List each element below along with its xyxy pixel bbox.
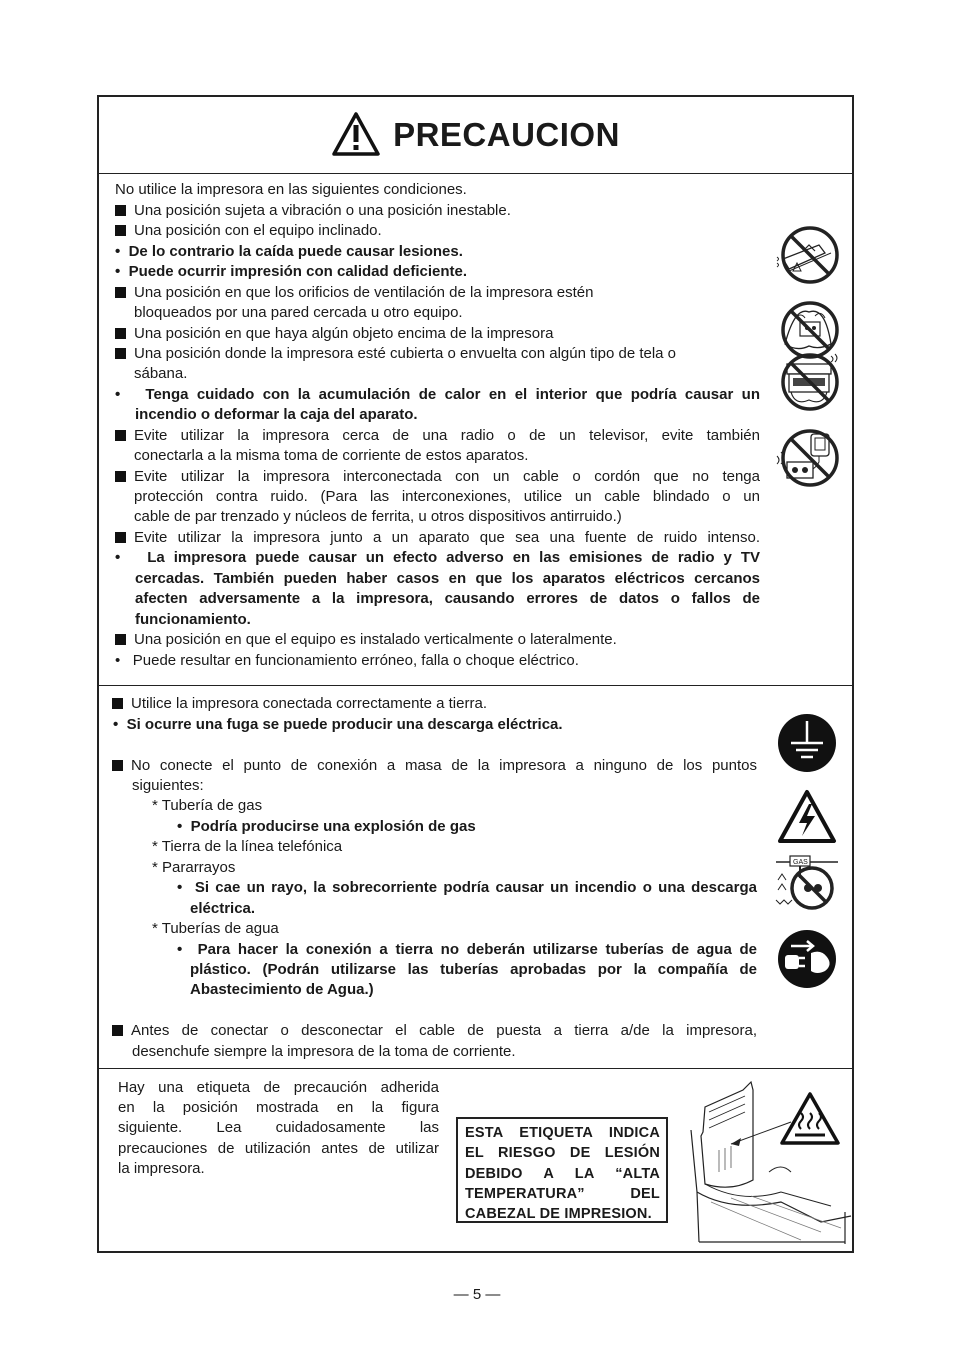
list-item: No conecte el punto de conexión a masa de la impresora a ninguno de los puntos bbox=[112, 756, 757, 776]
bullet-square-icon bbox=[115, 287, 126, 298]
bullet-square-icon bbox=[115, 205, 126, 216]
list-item: Una posición en que haya algún objeto encima de la impresora bbox=[115, 324, 553, 344]
callout-line: ESTA ETIQUETA INDICA bbox=[465, 1125, 660, 1141]
page-title: PRECAUCION bbox=[393, 116, 620, 153]
bullet-square-icon bbox=[112, 1025, 123, 1036]
list-item: Evite utilizar la impresora interconectada con un cable o cordón que no tenga bbox=[115, 467, 760, 487]
callout-line: DEBIDO A LA “ALTA bbox=[465, 1165, 660, 1182]
list-item: Antes de conectar o desconectar el cable de puesta a tierra a/de la impresora, bbox=[112, 1021, 757, 1041]
bullet-square-icon bbox=[112, 698, 123, 709]
note-item-continued: incendio o deformar la caja del aparato. bbox=[135, 406, 418, 423]
note-item: • Puede resultar en funcionamiento erróneo, falla o choque eléctrico. bbox=[115, 652, 579, 669]
bullet-square-icon bbox=[115, 532, 126, 543]
note-item: • Puede ocurrir impresión con calidad deficiente. bbox=[115, 263, 468, 280]
note-item-continued: funcionamiento. bbox=[135, 611, 251, 628]
list-item: Una posición con el equipo inclinado. bbox=[115, 221, 382, 241]
note-item: • La impresora puede causar un efecto adverso en las emisiones de radio y TV bbox=[115, 549, 760, 566]
ground-icon bbox=[777, 713, 837, 773]
page-number: — 5 — bbox=[453, 1286, 501, 1303]
intro-text: No utilice la impresora en las siguientes condiciones. bbox=[115, 181, 467, 198]
info-text: Hay una etiqueta de precaución adherida bbox=[118, 1079, 439, 1096]
hot-surface-icon bbox=[779, 1091, 841, 1147]
note-item-continued: Abastecimiento de Agua.) bbox=[190, 981, 374, 998]
bullet-square-icon bbox=[115, 225, 126, 236]
sub-item: * Tubería de gas bbox=[152, 797, 263, 814]
electric-shock-icon bbox=[777, 789, 837, 845]
list-item-continued: cable de par trenzado y núcleos de ferrita, u otros dispositivos antirruido.) bbox=[134, 508, 622, 525]
info-text: la impresora. bbox=[118, 1160, 205, 1177]
bullet-square-icon bbox=[115, 328, 126, 339]
note-item: • De lo contrario la caída puede causar lesiones. bbox=[115, 243, 463, 260]
bullet-square-icon bbox=[115, 430, 126, 441]
note-item: • Para hacer la conexión a tierra no deberán utilizarse tuberías de agua de bbox=[177, 941, 757, 958]
sub-item: * Tuberías de agua bbox=[152, 920, 279, 937]
list-item: Evite utilizar la impresora cerca de una radio o de un televisor, evite también bbox=[115, 426, 760, 446]
list-item-continued: protección contra ruido. (Para las interconexiones, utilice un cable blindado o un bbox=[134, 488, 760, 505]
callout-line: EL RIESGO DE LESIÓN bbox=[465, 1145, 660, 1162]
list-item: Utilice la impresora conectada correctamente a tierra. bbox=[112, 694, 487, 714]
label-callout-box bbox=[456, 1117, 668, 1223]
no-wrap-icon bbox=[775, 350, 841, 414]
note-item-continued: eléctrica. bbox=[190, 900, 256, 917]
list-item-continued: siguientes: bbox=[132, 777, 204, 794]
section-placement-conditions bbox=[99, 174, 852, 686]
note-item: • Si cae un rayo, la sobrecorriente podría causar un incendio o una descarga bbox=[177, 879, 757, 896]
callout-line: CABEZAL DE IMPRESION. bbox=[465, 1206, 652, 1223]
list-item: Evite utilizar la impresora junto a un aparato que sea una fuente de ruido intenso. bbox=[115, 528, 760, 548]
note-item: • Podría producirse una explosión de gas bbox=[177, 818, 476, 835]
bullet-square-icon bbox=[112, 760, 123, 771]
info-text: precauciones de utilización antes de utilizar bbox=[118, 1140, 439, 1157]
info-text: en la posición mostrada en la figura bbox=[118, 1099, 439, 1116]
bullet-square-icon bbox=[115, 348, 126, 359]
list-item-continued: sábana. bbox=[134, 365, 188, 382]
no-tilt-icon bbox=[775, 223, 841, 287]
note-item-continued: cercadas. También pueden haber casos en que los aparatos eléctricos cercanos bbox=[135, 570, 760, 587]
section-label-info bbox=[99, 1069, 852, 1253]
unplug-icon bbox=[777, 929, 837, 989]
gas-label: GAS bbox=[793, 859, 808, 866]
list-item: Una posición donde la impresora esté cubierta o envuelta con algún tipo de tela o bbox=[115, 344, 676, 364]
sub-item: * Tierra de la línea telefónica bbox=[152, 838, 343, 855]
bullet-square-icon bbox=[115, 471, 126, 482]
sub-item: * Pararrayos bbox=[152, 859, 236, 876]
section-grounding bbox=[99, 686, 852, 1069]
note-item-continued: afecten adversamente a la impresora, causando errores de datos o fallos de bbox=[135, 590, 760, 607]
caution-frame bbox=[97, 95, 854, 1253]
list-item: Una posición en que el equipo es instalado verticalmente o lateralmente. bbox=[115, 630, 617, 650]
list-item: Una posición en que los orificios de ventilación de la impresora estén bbox=[115, 283, 593, 303]
info-text: siguiente. Lea cuidadosamente las bbox=[118, 1119, 439, 1136]
header bbox=[99, 97, 852, 174]
warning-triangle-icon bbox=[331, 111, 381, 157]
note-item: • Si ocurre una fuga se puede producir una descarga eléctrica. bbox=[113, 716, 563, 733]
no-radio-noise-icon bbox=[775, 426, 841, 490]
list-item-continued: conectarla a la misma toma de corriente de estos aparatos. bbox=[134, 447, 529, 464]
note-item: • Tenga cuidado con la acumulación de calor en el interior que podría causar un bbox=[115, 386, 760, 403]
list-item-continued: bloqueados por una pared cercada u otro equipo. bbox=[134, 304, 463, 321]
no-gas-pipe-icon bbox=[772, 854, 842, 916]
callout-line: TEMPERATURA” DEL bbox=[465, 1185, 660, 1202]
note-item-continued: plástico. (Podrán utilizarse las tuberías aprobadas por la compañía de bbox=[190, 961, 757, 978]
bullet-square-icon bbox=[115, 634, 126, 645]
list-item: Una posición sujeta a vibración o una posición inestable. bbox=[115, 201, 511, 221]
list-item-continued: desenchufe siempre la impresora de la toma de corriente. bbox=[132, 1043, 516, 1060]
